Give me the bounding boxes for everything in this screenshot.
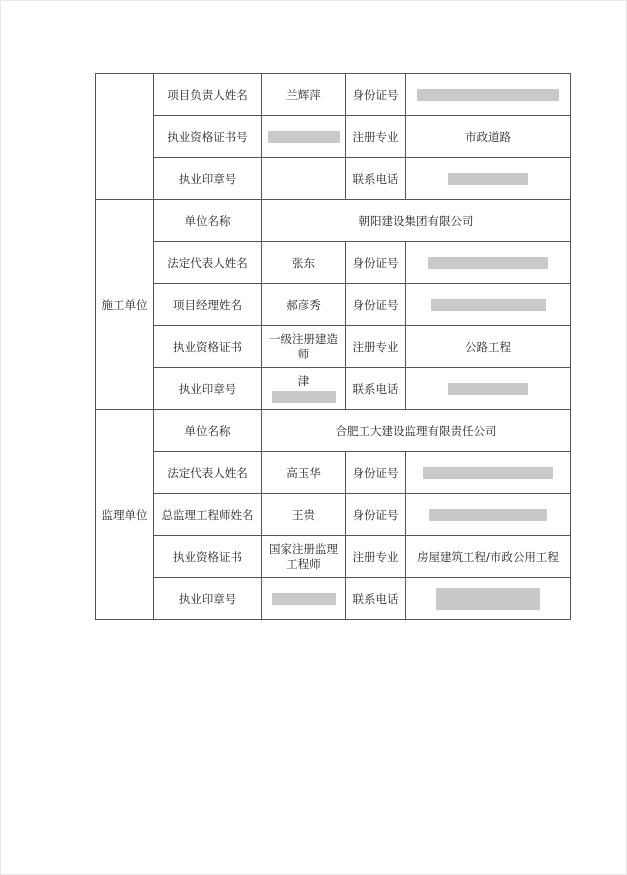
field-label: 项目经理姓名 (154, 284, 262, 326)
table-row (96, 536, 571, 578)
field-label: 注册专业 (346, 116, 406, 158)
table-row (96, 116, 571, 158)
empty-value (262, 158, 346, 200)
redacted-id (406, 74, 571, 116)
field-label: 身份证号 (346, 284, 406, 326)
field-label: 联系电话 (346, 368, 406, 410)
redacted-id (406, 494, 571, 536)
field-label: 总监理工程师姓名 (154, 494, 262, 536)
responsible-name: 兰辉萍 (262, 74, 346, 116)
table-row (96, 284, 571, 326)
table-row (96, 158, 571, 200)
responsible-major: 市政道路 (406, 116, 571, 158)
redacted-id (406, 242, 571, 284)
field-label: 执业资格证书 (154, 536, 262, 578)
chief-major: 房屋建筑工程/市政公用工程 (406, 536, 571, 578)
field-label: 身份证号 (346, 452, 406, 494)
field-label: 项目负责人姓名 (154, 74, 262, 116)
chief-name: 王贵 (262, 494, 346, 536)
field-label: 执业资格证书号 (154, 116, 262, 158)
section-label-empty (96, 74, 154, 200)
field-label: 联系电话 (346, 578, 406, 620)
field-label: 法定代表人姓名 (154, 452, 262, 494)
table-row (96, 368, 571, 410)
field-label: 注册专业 (346, 326, 406, 368)
field-label: 单位名称 (154, 410, 262, 452)
chief-cert-text: 国家注册监理工程师 (269, 541, 338, 571)
table-row (96, 200, 571, 242)
field-label: 身份证号 (346, 242, 406, 284)
table-row (96, 74, 571, 116)
info-table (95, 73, 571, 620)
field-label: 法定代表人姓名 (154, 242, 262, 284)
section-label: 监理单位 (96, 410, 154, 620)
pm-seal (262, 368, 346, 410)
table-row (96, 494, 571, 536)
field-label: 身份证号 (346, 74, 406, 116)
pm-cert-text: 一级注册建造师 (269, 331, 338, 361)
seal-prefix: 津 (297, 373, 310, 388)
field-label: 注册专业 (346, 536, 406, 578)
redacted-phone (406, 158, 571, 200)
legal-rep-name: 张东 (262, 242, 346, 284)
redacted-phone (406, 578, 571, 620)
section-label: 施工单位 (96, 200, 154, 410)
table-row (96, 242, 571, 284)
field-label: 身份证号 (346, 494, 406, 536)
field-label: 联系电话 (346, 158, 406, 200)
table-row (96, 326, 571, 368)
pm-name: 郝彦秀 (262, 284, 346, 326)
construction-unit-name: 朝阳建设集团有限公司 (262, 200, 571, 242)
redacted-seal (262, 578, 346, 620)
field-label: 执业印章号 (154, 368, 262, 410)
field-label: 执业印章号 (154, 578, 262, 620)
table-row (96, 410, 571, 452)
pm-cert (262, 326, 346, 368)
chief-cert (262, 536, 346, 578)
field-label: 执业资格证书 (154, 326, 262, 368)
table-row (96, 452, 571, 494)
supervision-unit-name: 合肥工大建设监理有限责任公司 (262, 410, 571, 452)
redacted-id (406, 452, 571, 494)
redacted-phone (406, 368, 571, 410)
redacted-id (406, 284, 571, 326)
field-label: 单位名称 (154, 200, 262, 242)
field-label: 执业印章号 (154, 158, 262, 200)
redacted-cert (262, 116, 346, 158)
table-row (96, 578, 571, 620)
pm-major: 公路工程 (406, 326, 571, 368)
legal-rep-name: 高玉华 (262, 452, 346, 494)
